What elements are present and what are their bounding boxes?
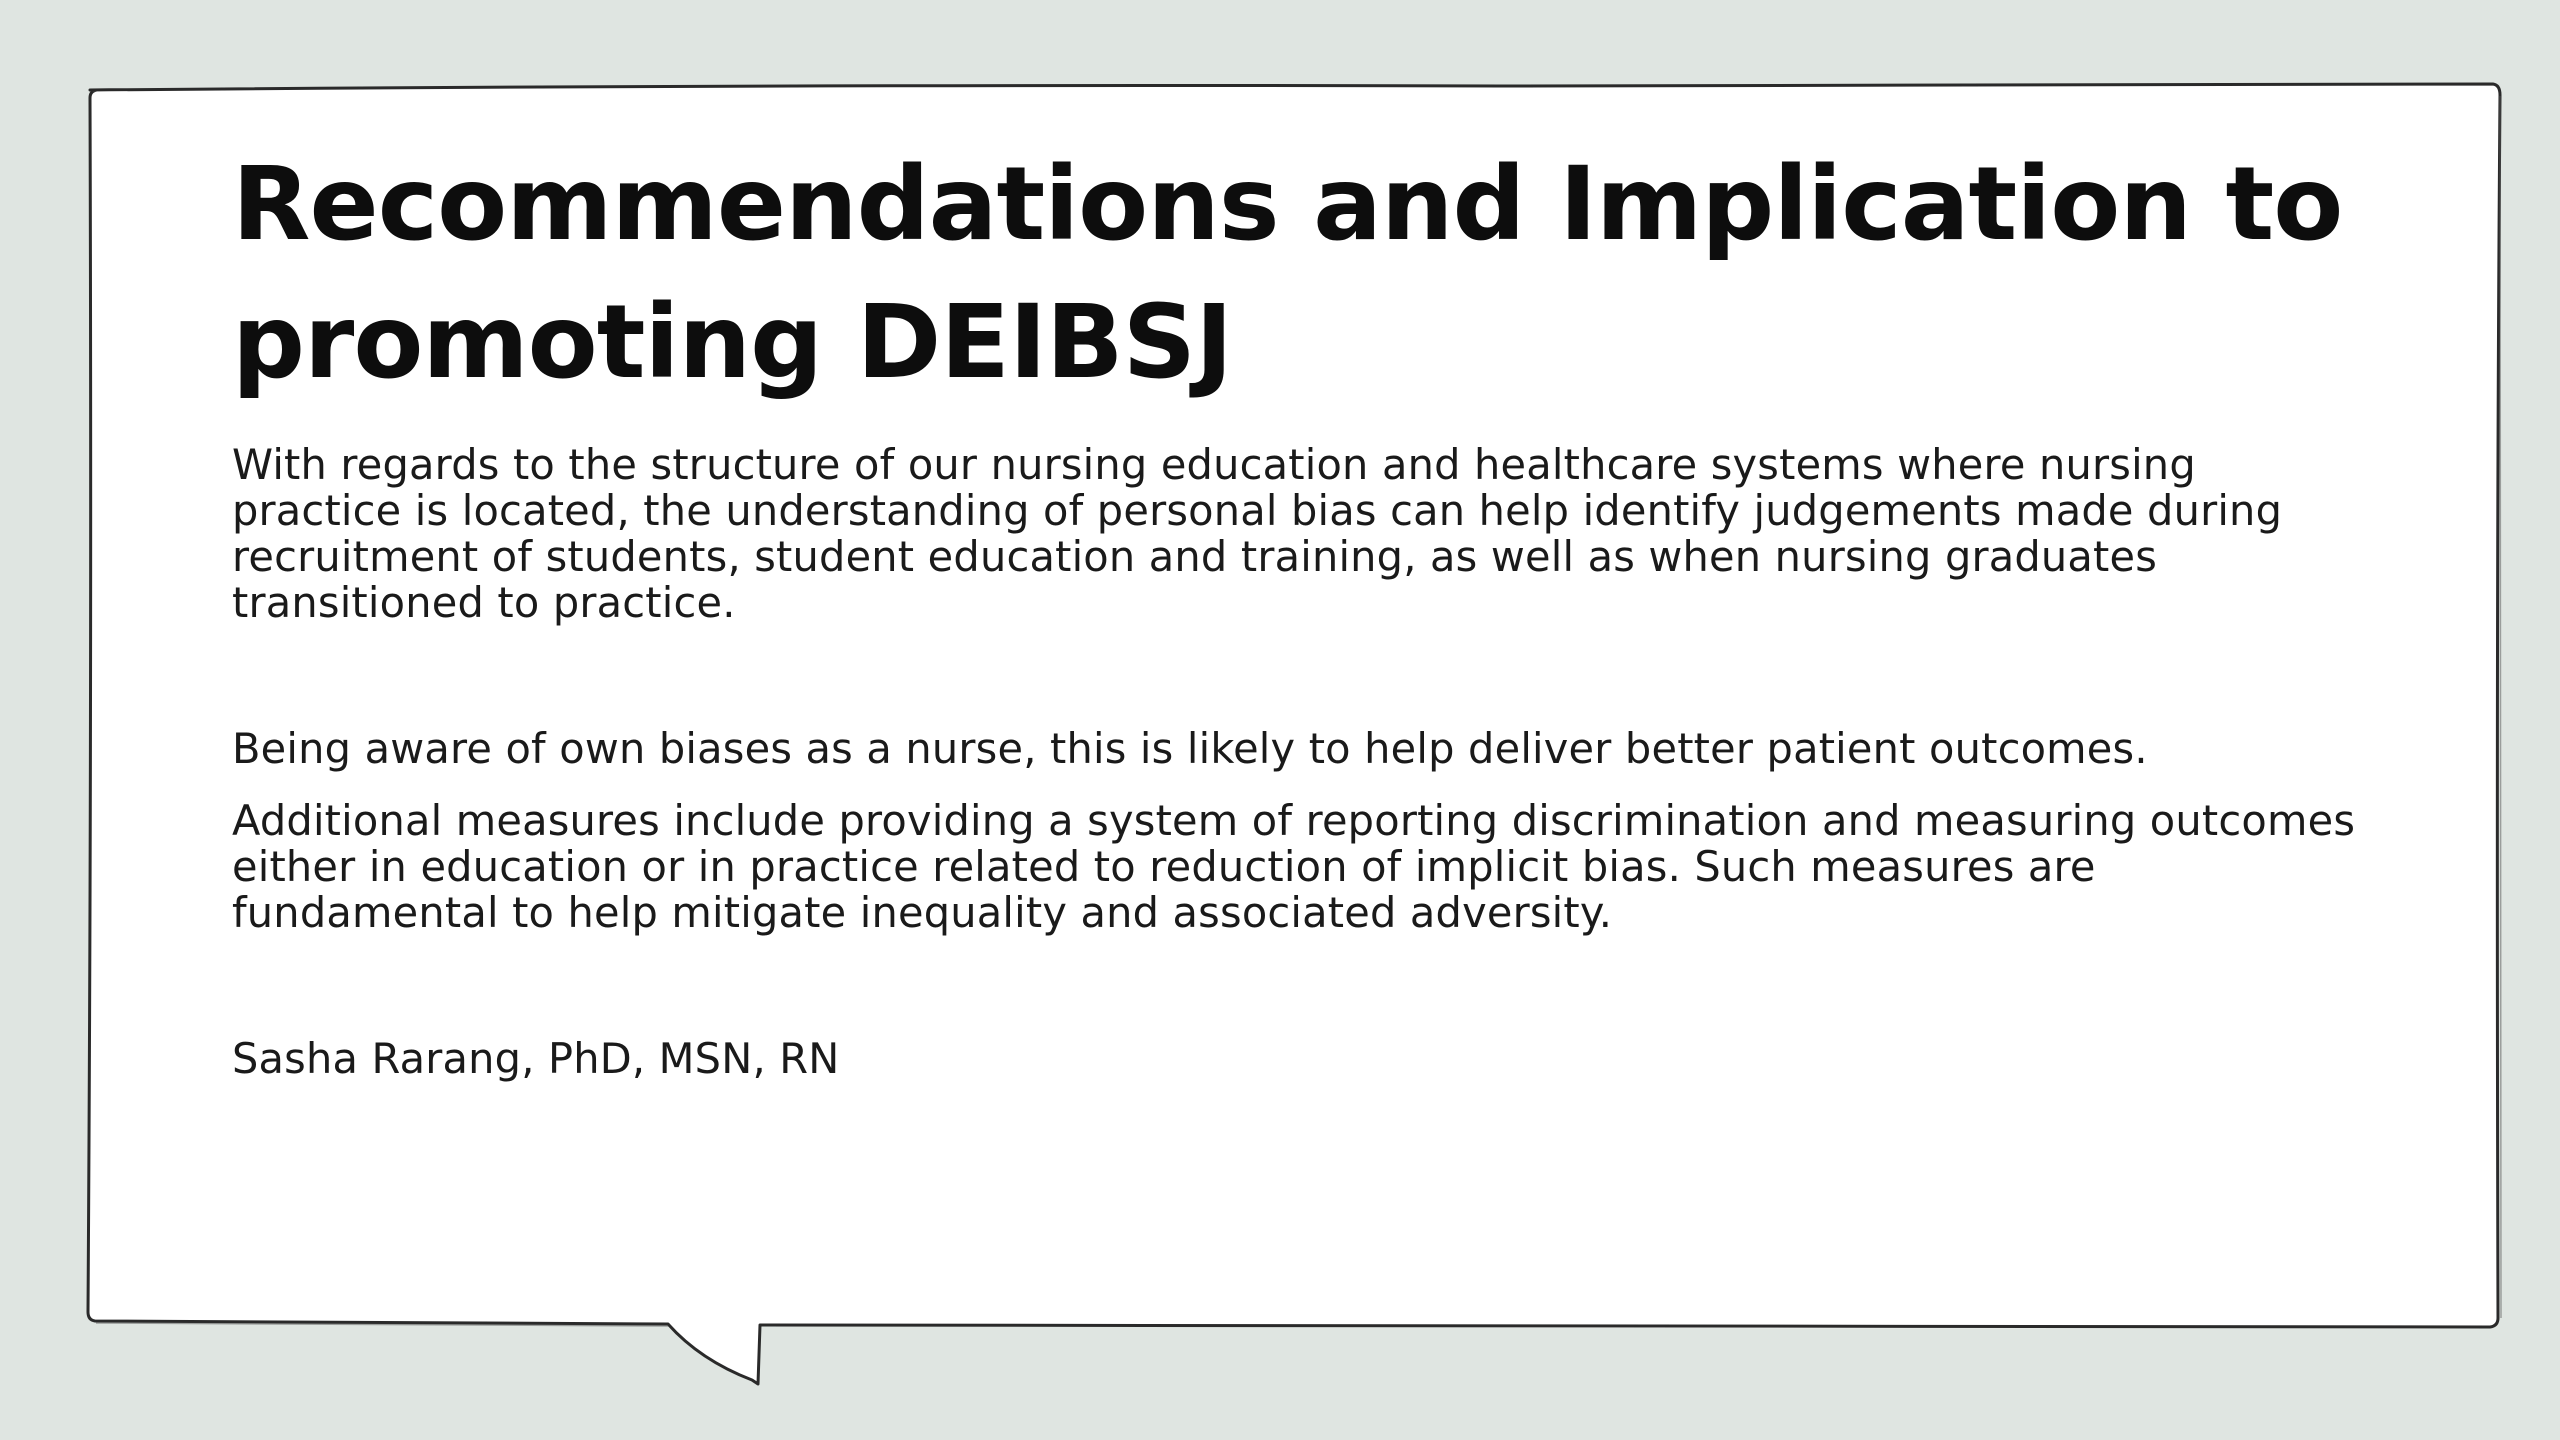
slide-content [232,136,2362,1082]
paragraph-awareness: Being aware of own biases as a nurse, this is likely to help deliver better patient outcomes. [232,724,2148,773]
author-credit: Sasha Rarang, PhD, MSN, RN [232,1034,840,1083]
slide-title: Recommendations and Implication to promoting DEIBSJ [232,145,2343,402]
paragraph-additional-measures: Additional measures include providing a system of reporting discrimination and measuring outcomes either in education or in practice related to reduction of implicit bias. Such measures are fundamental to help mitigate inequality and associated adversity. [232,796,2356,937]
paragraph-structure-bias: With regards to the structure of our nursing education and healthcare systems where nursing practice is located, the understanding of personal bias can help identify judgements made during recruitment of students, student education and training, as well as when nursing graduates transitioned to practice. [232,440,2283,627]
